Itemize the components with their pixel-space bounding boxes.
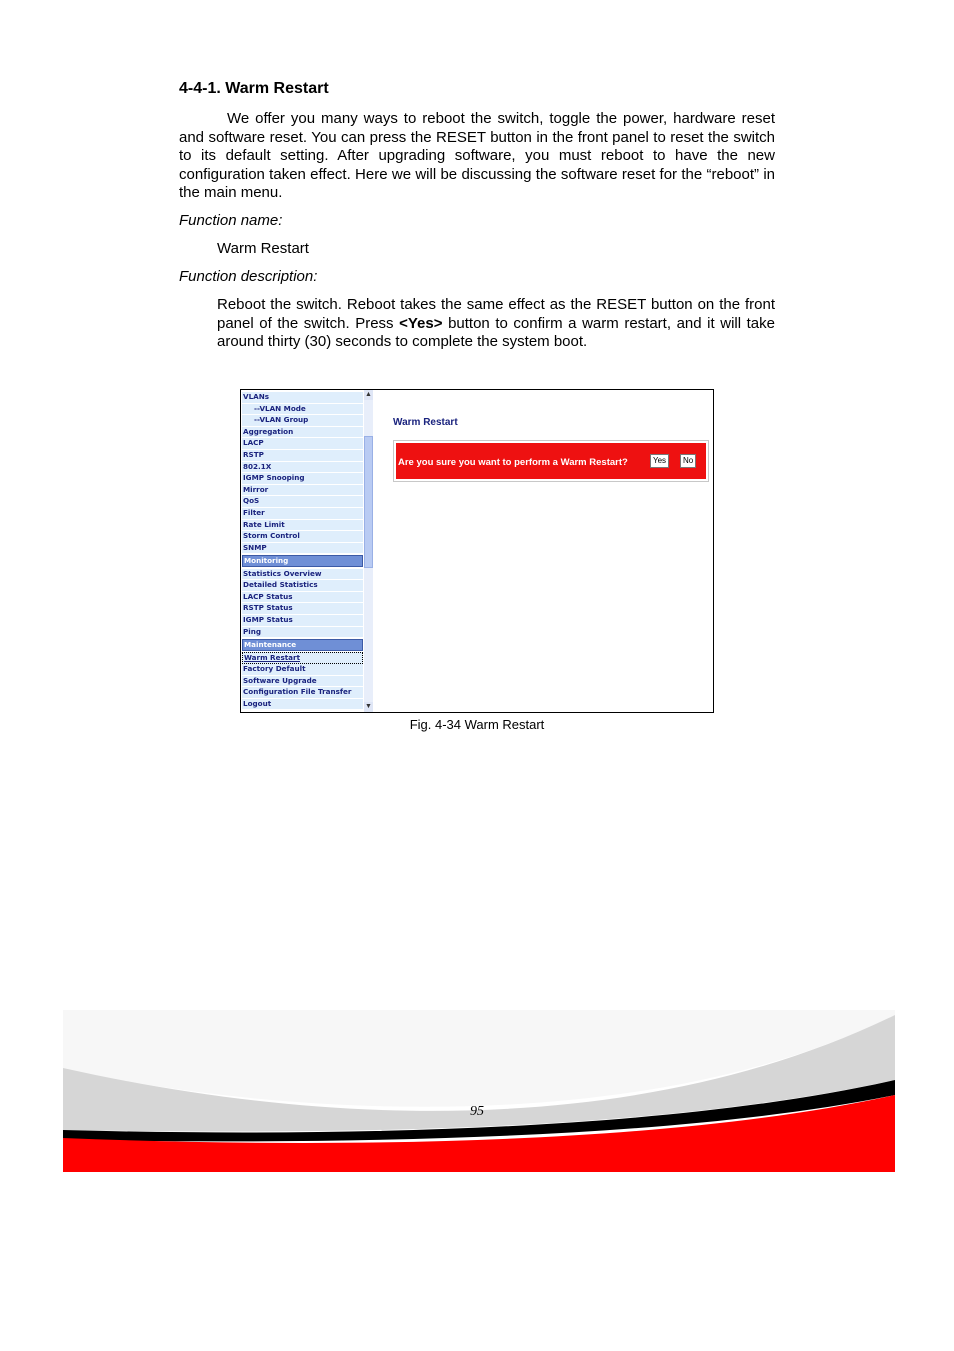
warm-restart-screenshot <box>240 389 714 713</box>
footer-swoosh <box>63 1010 895 1172</box>
menu-item-logout[interactable]: Logout <box>242 699 363 711</box>
menu-item-rate-limit[interactable]: Rate Limit <box>242 520 363 532</box>
menu-item-aggregation[interactable]: Aggregation <box>242 427 363 439</box>
function-name: Warm Restart <box>217 240 309 257</box>
menu-item-vlan-group[interactable]: --VLAN Group <box>242 415 363 427</box>
menu-item-vlan-mode[interactable]: --VLAN Mode <box>242 404 363 416</box>
menu-scrollbar[interactable] <box>364 390 373 712</box>
menu-item-statistics-overview[interactable]: Statistics Overview <box>242 569 363 581</box>
scroll-down-icon[interactable]: ▼ <box>365 703 372 710</box>
menu-item-detailed-statistics[interactable]: Detailed Statistics <box>242 580 363 592</box>
yes-button[interactable]: Yes <box>650 454 669 468</box>
function-description <box>217 296 775 352</box>
function-description-label: Function description: <box>179 268 318 285</box>
figure-caption: Fig. 4-34 Warm Restart <box>409 717 545 732</box>
menu-item-snmp[interactable]: SNMP <box>242 543 363 555</box>
scroll-thumb[interactable] <box>364 436 373 568</box>
menu-item-vlans[interactable]: VLANs <box>242 392 363 404</box>
menu-item-mirror[interactable]: Mirror <box>242 485 363 497</box>
menu-item-8021x[interactable]: 802.1X <box>242 462 363 474</box>
section-title: 4-4-1. Warm Restart <box>179 80 329 97</box>
menu-item-qos[interactable]: QoS <box>242 496 363 508</box>
menu-item-lacp[interactable]: LACP <box>242 438 363 450</box>
description-text-2: button to confirm a warm restart, and it will take around thirty (30) seconds to complete the system boot. <box>217 314 775 351</box>
menu-item-storm-control[interactable]: Storm Control <box>242 531 363 543</box>
confirm-question: Are you sure you want to perform a Warm Restart? <box>398 457 628 468</box>
menu-item-igmp-snooping[interactable]: IGMP Snooping <box>242 473 363 485</box>
navigation-menu <box>241 390 364 712</box>
yes-emphasis: <Yes> <box>399 314 443 332</box>
confirm-panel <box>396 443 706 479</box>
menu-item-igmp-status[interactable]: IGMP Status <box>242 615 363 627</box>
description-text-1: Reboot the switch. Reboot takes the same effect as the RESET button on the front panel of the switch. Press <box>217 296 775 332</box>
menu-header-maintenance: Maintenance <box>242 639 363 651</box>
menu-item-filter[interactable]: Filter <box>242 508 363 520</box>
menu-item-rstp[interactable]: RSTP <box>242 450 363 462</box>
menu-item-lacp-status[interactable]: LACP Status <box>242 592 363 604</box>
menu-item-ping[interactable]: Ping <box>242 627 363 639</box>
no-button[interactable]: No <box>680 454 696 468</box>
menu-item-rstp-status[interactable]: RSTP Status <box>242 603 363 615</box>
menu-header-monitoring: Monitoring <box>242 555 363 567</box>
scroll-up-icon[interactable]: ▲ <box>365 391 372 398</box>
menu-item-factory-default[interactable]: Factory Default <box>242 664 363 676</box>
menu-item-configuration-file-transfer[interactable]: Configuration File Transfer <box>242 687 363 699</box>
intro-paragraph: We offer you many ways to reboot the switch, toggle the power, hardware reset and software reset. You can press the RESET button in the front panel to reset the switch to its default setting. After upgrading software, you must reboot to have the new configuration taken effect. Here we will be discussing the software reset for the “reboot” in the main menu. <box>179 110 775 202</box>
page-number: 95 <box>470 1104 484 1119</box>
menu-item-software-upgrade[interactable]: Software Upgrade <box>242 676 363 688</box>
confirm-dialog <box>393 440 709 482</box>
menu-item-warm-restart[interactable]: Warm Restart <box>242 652 363 664</box>
page-heading: Warm Restart <box>393 417 458 428</box>
function-name-label: Function name: <box>179 212 283 229</box>
